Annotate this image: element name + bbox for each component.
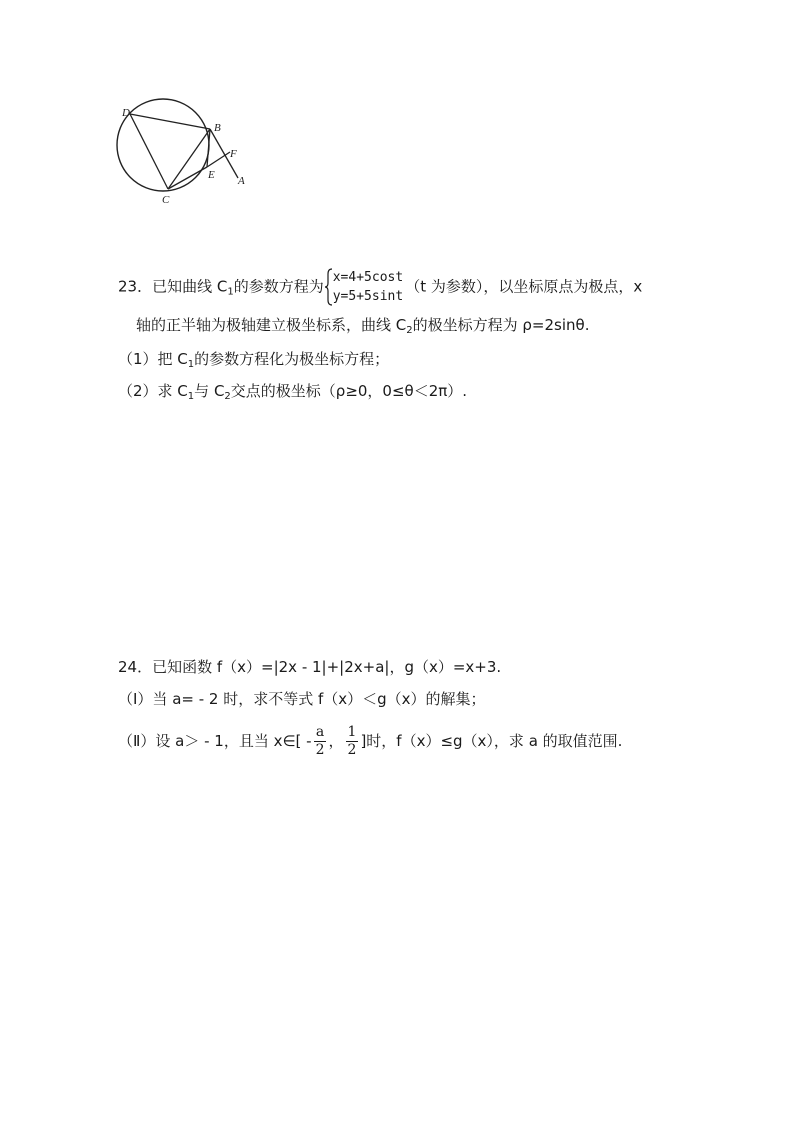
q23-part1-pre: （1）把 C [118,350,188,368]
fraction-a-over-2 [314,724,327,759]
fraction-1-over-2 [346,724,359,759]
q23-part2 [118,380,467,408]
label-A: A [238,175,245,187]
q23-part2-mid: 与 C [194,382,225,400]
brace-icon [324,268,333,306]
q23-intro-mid: 的参数方程为 [233,277,324,296]
label-E: E [208,169,215,181]
q24-part1: （Ⅰ）当 a= - 2 时，求不等式 f（x）＜g（x）的解集； [118,690,486,708]
geometry-diagram [110,92,260,217]
segment-CE [168,167,207,189]
fraction2-denominator: 2 [347,742,357,758]
q23-part1-sub: 1 [187,359,195,370]
q24-part2-pre: （Ⅱ）设 a＞ - 1，且当 x∈[ - [118,732,312,750]
q23-line2-post: 的极坐标方程为 ρ=2sinθ. [412,316,590,334]
circle-geometry-figure [110,92,260,217]
q24-line1: 24．已知函数 f（x）=|2x - 1|+|2x+a|，g（x）=x+3. [118,658,502,676]
segment-DC [130,114,168,189]
system-row-y: y=5+5sint [332,289,404,304]
q23-intro-pre: 已知曲线 C [152,277,228,296]
segment-DB [130,114,210,129]
q23-line1 [118,268,642,306]
label-B: B [214,122,221,134]
q23-line2-pre: 轴的正半轴为极轴建立极坐标系，曲线 C [136,316,407,334]
q23-part2-pre: （2）求 C [118,382,188,400]
q23-intro-post: （t 为参数），以坐标原点为极点，x [405,277,643,296]
q24-comma: ， [328,732,344,750]
q23-part2-sub1: 1 [187,391,195,402]
fraction2-numerator: 1 [347,724,357,740]
q23-sub1: 1 [227,286,234,298]
q23-sub2: 2 [406,325,413,336]
label-C: C [162,194,170,206]
q23-line2 [136,314,589,342]
segment-EF [207,152,230,167]
circle [117,99,209,191]
q23-part2-sub2: 2 [224,391,231,402]
fraction1-numerator: a [315,724,325,740]
fraction1-denominator: 2 [315,742,325,758]
system-row-x: x=4+5cost [332,270,404,285]
q23-part1 [118,348,389,376]
q24-part2 [118,724,622,759]
label-F: F [230,148,237,160]
segment-BC [168,129,210,189]
q23-number: 23． [118,277,153,296]
q23-part2-post: 交点的极坐标（ρ≥0，0≤θ＜2π）. [230,382,468,400]
q23-part1-post: 的参数方程化为极坐标方程； [194,350,390,368]
label-D: D [122,107,130,119]
parametric-system [324,268,403,306]
q24-part2-post: ]时，f（x）≤g（x），求 a 的取值范围. [360,732,623,750]
